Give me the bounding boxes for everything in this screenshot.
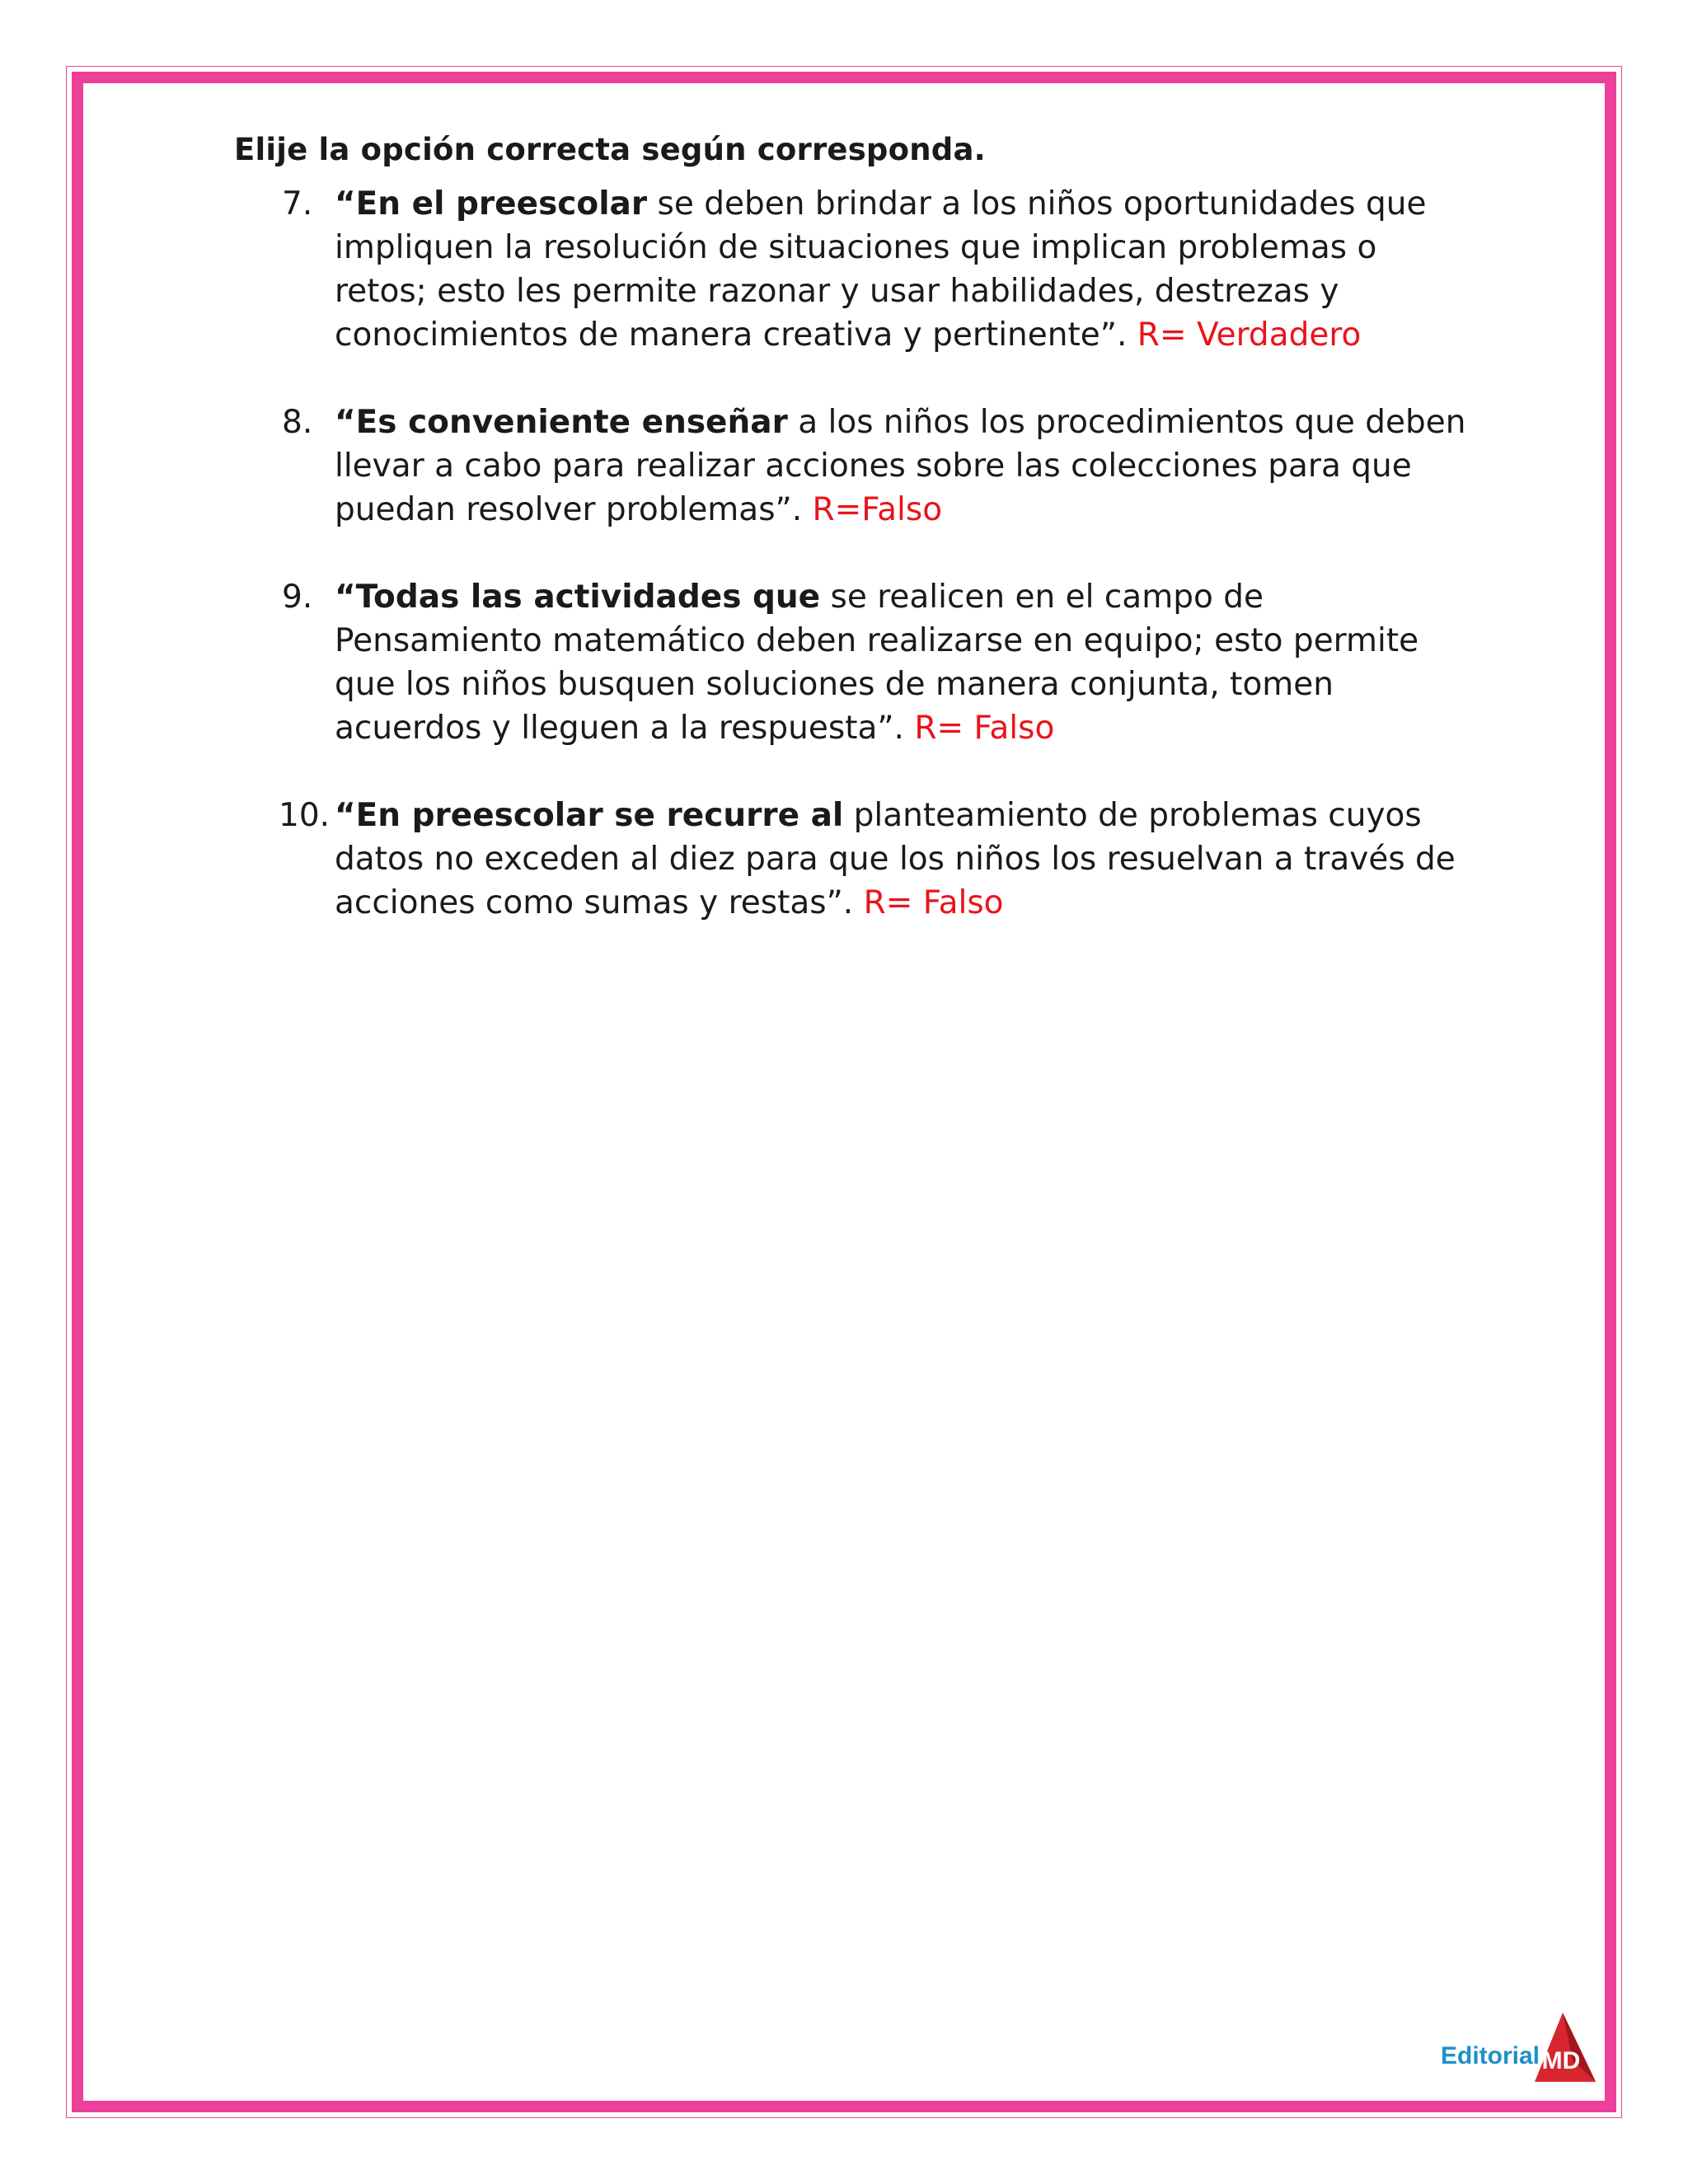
question-text: se realicen en el campo de Pensamiento matemático deben realizarse en equipo; esto permite que los niños busquen soluciones de manera conjunta, tomen acuerdos y lleguen a la respuesta”. [335, 579, 1419, 747]
question-bold-lead: “Es conveniente enseñar [335, 404, 788, 441]
question-number: 9. [282, 579, 313, 616]
question-number: 8. [282, 404, 313, 441]
question-number: 10. [279, 797, 331, 834]
question-text: se deben brindar a los niños oportunidades que impliquen la resolución de situaciones que implican problemas o retos; esto les permite razonar y usar habilidades, destrezas y conocimientos de manera creativa y pertinente”. [335, 185, 1427, 354]
question-bold-lead: “En preescolar se recurre al [335, 797, 844, 834]
question-item [234, 575, 1470, 750]
question-answer: R=Falso [812, 491, 943, 528]
question-item [234, 401, 1470, 532]
logo-mark-icon [1530, 2011, 1597, 2085]
question-answer: R= Verdadero [1137, 316, 1362, 354]
logo-mark-text: MD [1541, 2047, 1581, 2074]
question-answer: R= Falso [914, 710, 1055, 747]
document-content [234, 132, 1470, 968]
editorial-md-logo [1441, 2011, 1597, 2085]
question-bold-lead: “Todas las actividades que [335, 579, 821, 616]
question-text: planteamiento de problemas cuyos datos no exceden al diez para que los niños los resuelvan a través de acciones como sumas y restas”. [335, 797, 1456, 921]
question-list [234, 182, 1470, 925]
question-text: a los niños los procedimientos que deben llevar a cabo para realizar acciones sobre las colecciones para que puedan resolver problemas”. [335, 404, 1466, 528]
question-item [234, 794, 1470, 925]
question-bold-lead: “En el preescolar [335, 185, 648, 223]
question-answer: R= Falso [863, 884, 1004, 921]
instruction-heading: Elije la opción correcta según corresponda. [234, 132, 986, 167]
logo-text: Editorial [1441, 2042, 1540, 2069]
question-number: 7. [282, 185, 313, 223]
question-item [234, 182, 1470, 357]
